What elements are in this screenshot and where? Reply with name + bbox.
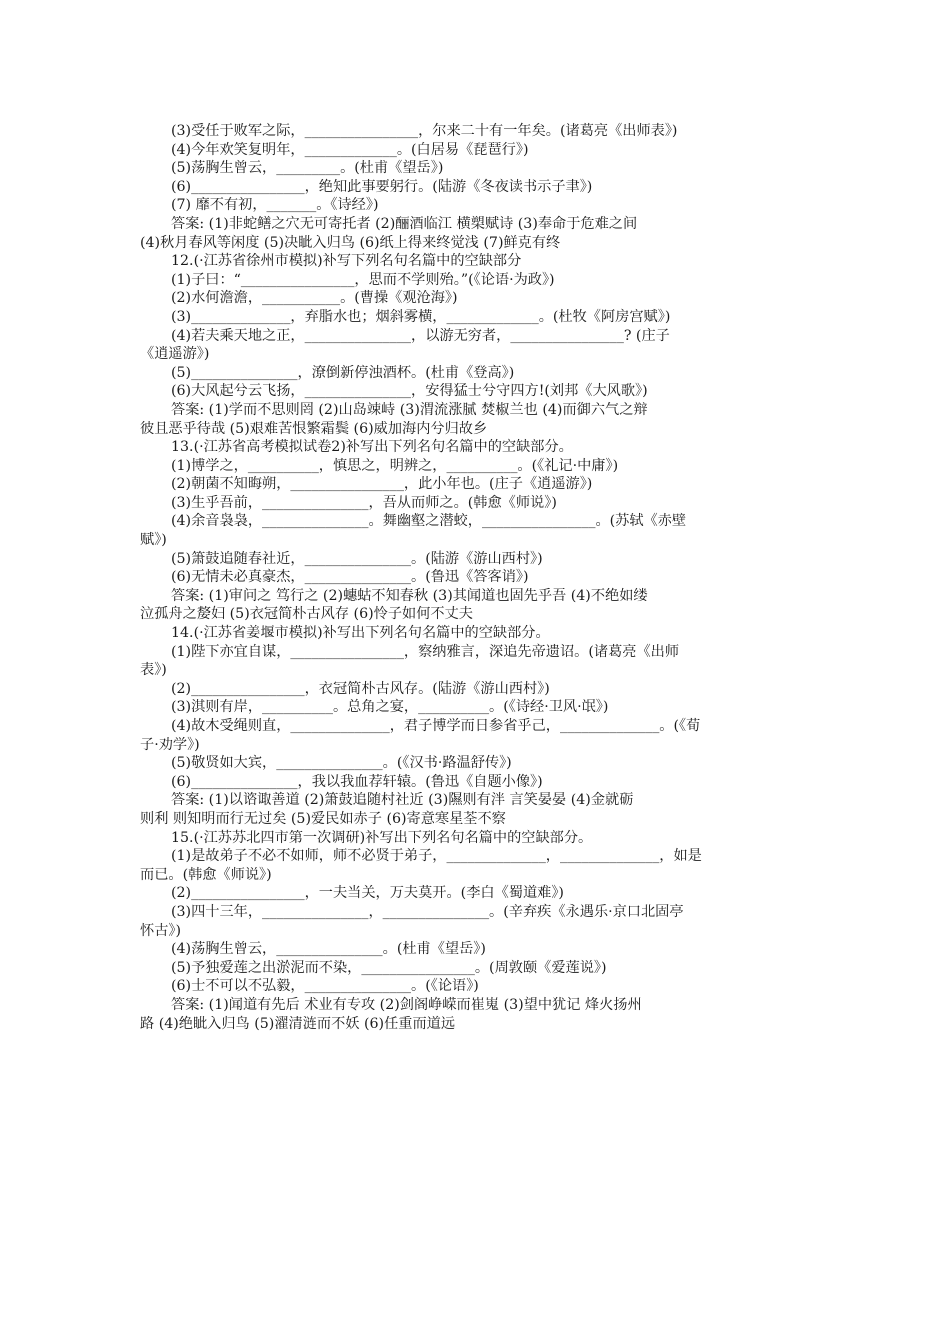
text-line: (1)博学之，__________，慎思之，明辨之，__________。(《礼记·中庸》) [171, 457, 619, 474]
text-line: (4)若夫乘天地之正，_______________，以游无穷者，________________? (庄子 [171, 327, 670, 344]
text-line: (1)陛下亦宜自谋，________________，察纳雅言，深追先帝遗诏。(诸葛亮《出师 [171, 643, 680, 660]
text-line: 彼且恶乎待哉 (5)艰难苦恨繁霜鬓 (6)威加海内兮归故乡 [140, 420, 488, 437]
text-line: (2)________________，衣冠简朴古风存。(陆游《游山西村》) [171, 680, 550, 697]
text-line: (4)今年欢笑复明年，_____________。(白居易《琵琶行》) [171, 141, 529, 158]
text-line: (2)朝菌不知晦朔，________________，此小年也。(庄子《逍遥游》) [171, 476, 593, 493]
text-line: 而已。(韩愈《师说》) [140, 866, 272, 883]
text-line: 答案: (1)学而不思则罔 (2)山岛竦峙 (3)渭流涨腻 焚椒兰也 (4)而御六气之辩 [171, 401, 648, 418]
text-line: (2)________________，一夫当关，万夫莫开。(李白《蜀道难》) [171, 885, 564, 902]
text-line: (6)________________，绝知此事要躬行。(陆游《冬夜读书示子聿》) [171, 178, 593, 195]
text-line: (4)余音袅袅，_______________。舞幽壑之潜蛟，________________。(苏轼《赤壁 [171, 513, 687, 530]
text-line: 泣孤舟之嫠妇 (5)衣冠简朴古风存 (6)怜子如何不丈夫 [140, 606, 473, 623]
text-line: 答案: (1)非蛇鳝之穴无可寄托者 (2)酾酒临江 横槊赋诗 (3)奉命于危难之间 [171, 215, 638, 232]
text-line: 路 (4)绝眦入归鸟 (5)濯清涟而不妖 (6)任重而道远 [140, 1015, 456, 1032]
text-line: (6)无情未必真豪杰，_______________。(鲁迅《答客诮》) [171, 569, 529, 586]
text-line: 13.(·江苏省高考模拟试卷2)补写出下列名句名篇中的空缺部分。 [171, 439, 573, 456]
text-line: (4)荡胸生曾云，_______________。(杜甫《望岳》) [171, 941, 486, 958]
text-line: (4)秋月春风等闲度 (5)决眦入归鸟 (6)纸上得来终觉浅 (7)鲜克有终 [140, 234, 561, 251]
text-line: (7) 靡不有初，_______。《诗经》) [171, 197, 379, 214]
text-line: (1)子曰：“________________，思而不学则殆。”(《论语·为政》) [171, 271, 555, 288]
text-line: 答案: (1)审问之 笃行之 (2)蟪蛄不知春秋 (3)其闻道也固先乎吾 (4)不绝如缕 [171, 587, 648, 604]
text-line: (3)______________，弃脂水也；烟斜雾横，_____________。(杜牧《阿房宫赋》) [171, 308, 671, 325]
text-line: (5)敬贤如大宾，_______________。(《汉书·路温舒传》) [171, 755, 512, 772]
text-line: 12.(·江苏省徐州市模拟)补写下列名句名篇中的空缺部分 [171, 253, 522, 270]
text-line: (3)生乎吾前，_______________，吾从而师之。(韩愈《师说》) [171, 494, 557, 511]
text-line: (5)予独爱莲之出淤泥而不染，________________。(周敦颐《爱莲说》) [171, 959, 607, 976]
text-line: 子·劝学》) [140, 736, 200, 753]
text-line: (1)是故弟子不必不如师，师不必贤于弟子，______________，______________，如是 [171, 848, 702, 865]
text-line: (5)荡胸生曾云，_________。(杜甫《望岳》) [171, 160, 444, 177]
text-line: 答案: (1)闻道有先后 术业有专攻 (2)剑阁峥嵘而崔嵬 (3)望中犹记 烽火扬州 [171, 996, 642, 1013]
text-line: (3)淇则有岸，__________。总角之宴，__________。(《诗经·卫风·氓》) [171, 699, 609, 716]
text-line: (6)_______________，我以我血荐轩辕。(鲁迅《自题小像》) [171, 773, 543, 790]
text-line: (3)受任于败军之际，________________，尔来二十有一年矣。(诸葛亮《出师表》) [171, 123, 678, 139]
text-line: (6)大风起兮云飞扬，_______________，安得猛士兮守四方!(刘邦《大风歌》) [171, 383, 648, 400]
text-line: 14.(·江苏省姜堰市模拟)补写出下列名句名篇中的空缺部分。 [171, 625, 550, 642]
text-line: 则利 则知明而行无过矣 (5)爱民如赤子 (6)寄意寒星荃不察 [140, 810, 506, 827]
text-line: 表》) [140, 662, 167, 679]
text-line: (4)故木受绳则直，______________，君子博学而日参省乎己，______________。(《荀 [171, 718, 701, 734]
text-line: 怀古》) [140, 922, 181, 939]
text-line: 赋》) [140, 532, 167, 549]
text-line: (3)四十三年，_______________，_______________。(辛弃疾《永遇乐·京口北固亭 [171, 903, 684, 920]
text-line: (5)_______________，潦倒新停浊酒杯。(杜甫《登高》) [171, 364, 515, 381]
text-line: (2)水何澹澹，___________。(曹操《观沧海》) [171, 290, 458, 307]
document-body [140, 122, 805, 1033]
text-line: (6)士不可以不弘毅，_______________。(《论语》) [171, 978, 479, 995]
text-line: 答案: (1)以谘诹善道 (2)箫鼓追随村社近 (3)隰则有泮 言笑晏晏 (4)金就砺 [171, 792, 634, 809]
text-line: 《逍遥游》) [140, 346, 210, 363]
text-line: 15.(·江苏苏北四市第一次调研)补写出下列名句名篇中的空缺部分。 [171, 829, 593, 846]
text-line: (5)箫鼓追随春社近，_______________。(陆游《游山西村》) [171, 550, 543, 567]
